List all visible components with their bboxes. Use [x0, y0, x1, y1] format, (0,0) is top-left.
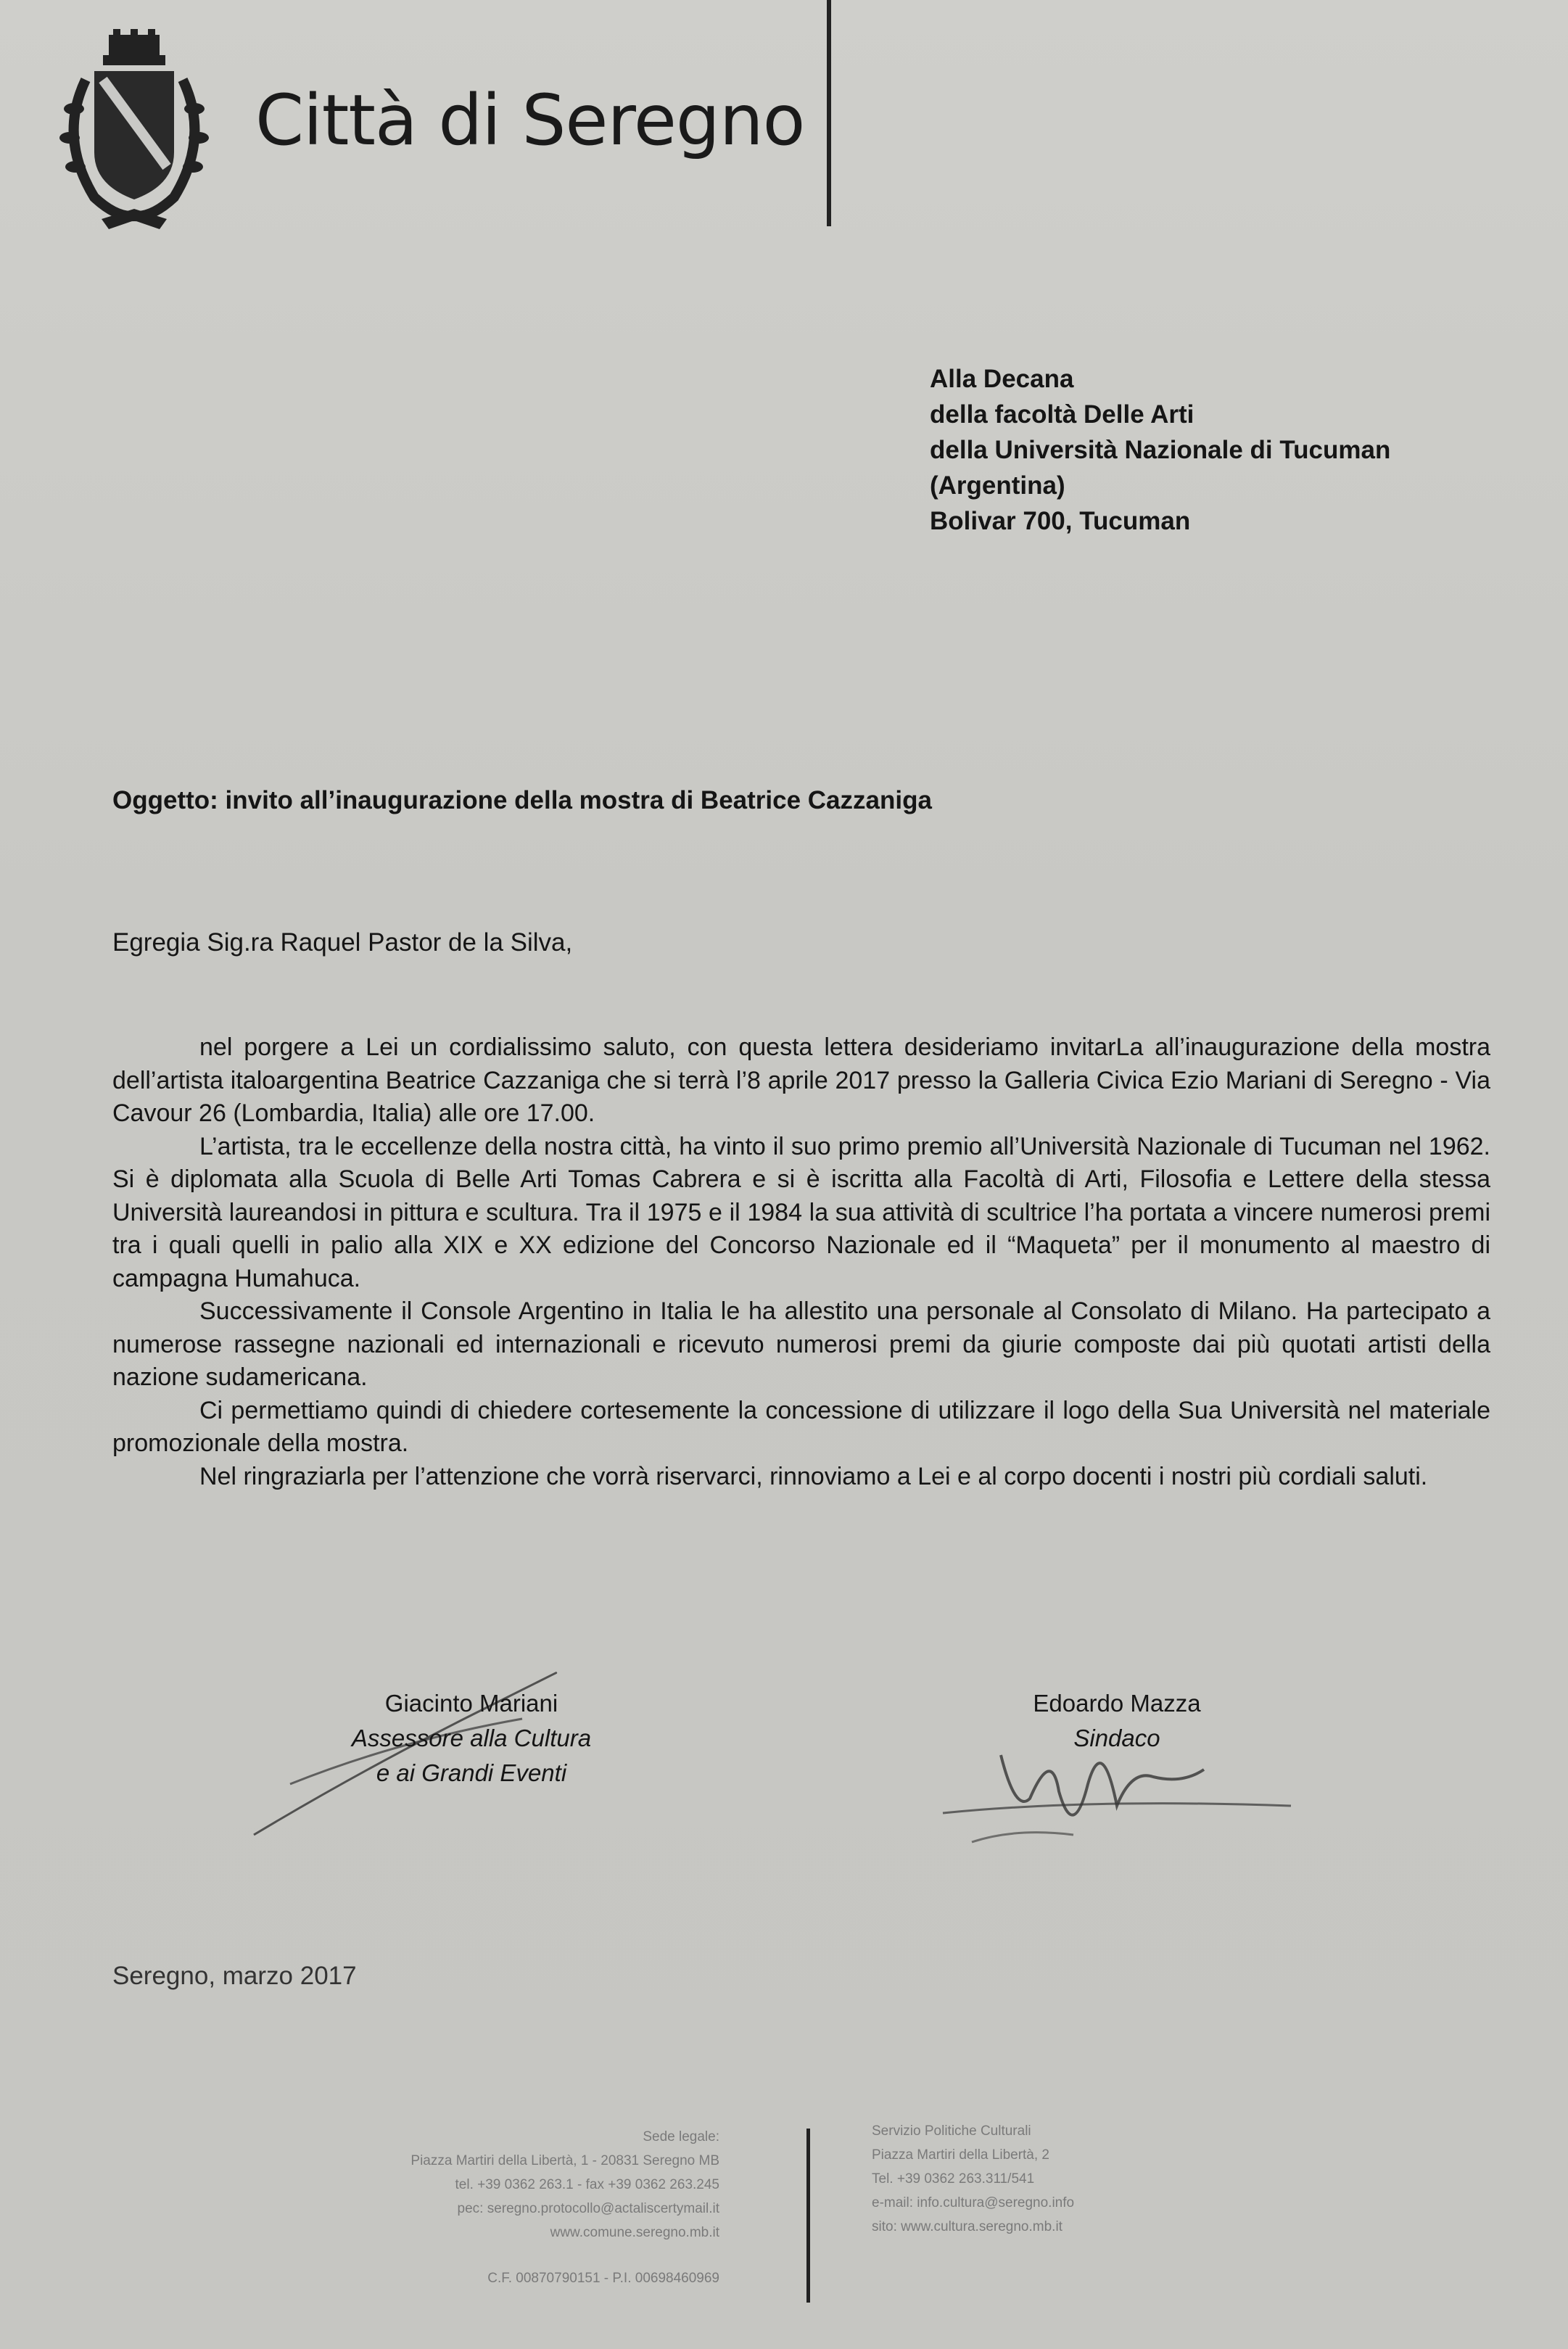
- signer-role: Sindaco: [1073, 1725, 1160, 1751]
- city-name: Città di Seregno: [255, 80, 805, 161]
- footer-line: www.comune.seregno.mb.it: [550, 2225, 719, 2240]
- signer-assessore: [290, 1686, 653, 1791]
- footer-line: Sede legale:: [643, 2129, 719, 2144]
- footer-tax-codes: C.F. 00870790151 - P.I. 00698460969: [487, 2271, 719, 2286]
- footer-line: sito: www.cultura.seregno.mb.it: [872, 2219, 1062, 2234]
- signer-name: Edoardo Mazza: [1033, 1690, 1201, 1717]
- signer-name: Giacinto Mariani: [384, 1690, 558, 1717]
- body-paragraph: nel porgere a Lei un cordialissimo saluto, con questa lettera desideriamo invitarLa all’inaugurazione della mostra dell’artista italoargentina Beatrice Cazzaniga che si terrà l’8 aprile 2017 presso la Galleria Civica Ezio Mariani di Seregno - Via Cavour 26 (Lombardia, Italia) alle ore 17.00.: [112, 1033, 1490, 1127]
- recipient-line: Bolivar 700, Tucuman: [930, 507, 1191, 535]
- recipient-line: Alla Decana: [930, 365, 1074, 393]
- body-paragraph: Ci permettiamo quindi di chiedere cortesemente la concessione di utilizzare il logo della Sua Università nel materiale promozionale della mostra.: [112, 1396, 1490, 1457]
- body-paragraph: L’artista, tra le eccellenze della nostra città, ha vinto il suo primo premio all’Università Nazionale di Tucuman nel 1962. Si è diplomata alla Scuola di Belle Arti Tomas Cabrera e si è iscritta alla Facoltà di Arti, Filosofia e Lettere della stessa Università laureandosi in pittura e scultura. Tra il 1975 e il 1984 la sua attività di scultrice l’ha portata a vincere numerosi premi tra i quali quelli in palio alla XIX e XX edizione del Concorso Nazionale ed il “Maqueta” per il monumento al maestro di campagna Humahuca.: [112, 1132, 1490, 1292]
- coat-of-arms-icon: [51, 29, 218, 232]
- footer-line: e-mail: info.cultura@seregno.info: [872, 2195, 1075, 2210]
- body-paragraph: Nel ringraziarla per l’attenzione che vorrà riservarci, rinnoviamo a Lei e al corpo docenti i nostri più cordiali saluti.: [199, 1462, 1428, 1490]
- header-divider: [827, 0, 831, 226]
- body-paragraph: Successivamente il Console Argentino in Italia le ha allestito una personale al Consolato di Milano. Ha partecipato a numerose rassegne nazionali ed internazionali e ricevuto numerosi premi da giurie composte dai più quotati artisti della nazione sudamericana.: [112, 1297, 1490, 1391]
- footer-legal-address: [410, 2125, 719, 2290]
- footer-line: Tel. +39 0362 263.311/541: [872, 2171, 1035, 2187]
- subject-line: Oggetto: invito all’inaugurazione della mostra di Beatrice Cazzaniga: [112, 786, 932, 814]
- footer-line: tel. +39 0362 263.1 - fax +39 0362 263.245: [455, 2177, 719, 2192]
- footer-line: Piazza Martiri della Libertà, 1 - 20831 Seregno MB: [410, 2153, 719, 2168]
- recipient-line: (Argentina): [930, 471, 1065, 500]
- salutation: Egregia Sig.ra Raquel Pastor de la Silva,: [112, 928, 573, 957]
- place-date: Seregno, marzo 2017: [112, 1962, 357, 1990]
- footer-line: Servizio Politiche Culturali: [872, 2123, 1031, 2139]
- recipient-line: della facoltà Delle Arti: [930, 400, 1194, 429]
- footer-office-contacts: [872, 2119, 1074, 2239]
- signer-role: Assessore alla Cultura: [351, 1725, 592, 1751]
- letter-body: [112, 1031, 1490, 1493]
- footer-line: pec: seregno.protocollo@actaliscertymail.it: [457, 2201, 719, 2216]
- footer-line: Piazza Martiri della Libertà, 2: [872, 2147, 1049, 2163]
- signer-role: e ai Grandi Eventi: [376, 1759, 567, 1786]
- recipient-line: della Università Nazionale di Tucuman: [930, 436, 1391, 464]
- signer-sindaco: [972, 1686, 1262, 1756]
- recipient-address: [930, 361, 1390, 539]
- footer-divider: [806, 2129, 810, 2303]
